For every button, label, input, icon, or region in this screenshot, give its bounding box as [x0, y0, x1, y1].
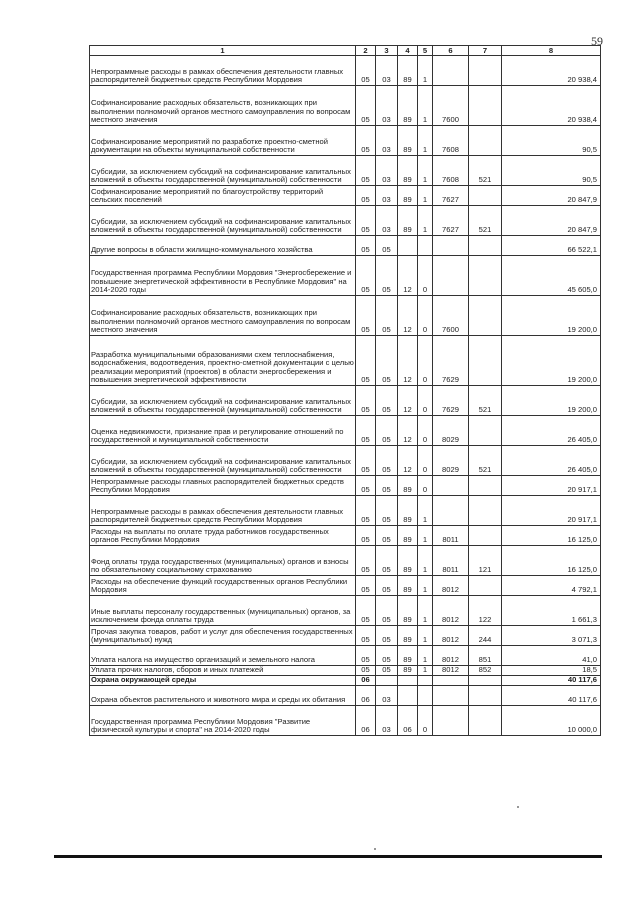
row-code	[418, 676, 433, 686]
scan-speck	[517, 806, 519, 808]
row-code: 7608	[433, 156, 469, 186]
row-code: 89	[398, 186, 418, 206]
row-description: Расходы на выплаты по оплате труда работников государственных органов Республики Мордовия	[90, 526, 356, 546]
row-description: Иные выплаты персоналу государственных (муниципальных) органов, за исключением фонда оплаты труда	[90, 596, 356, 626]
row-code	[398, 686, 418, 706]
row-code: 05	[356, 576, 376, 596]
row-code: 7627	[433, 206, 469, 236]
row-amount: 19 200,0	[502, 336, 601, 386]
row-code	[469, 496, 502, 526]
row-description: Прочая закупка товаров, работ и услуг для обеспечения государственных (муниципальных) нужд	[90, 626, 356, 646]
row-code: 244	[469, 626, 502, 646]
row-amount: 40 117,6	[502, 676, 601, 686]
row-code: 89	[398, 126, 418, 156]
table-row	[90, 646, 601, 666]
row-code	[469, 86, 502, 126]
row-amount: 16 125,0	[502, 526, 601, 546]
row-code: 1	[418, 546, 433, 576]
row-code: 89	[398, 206, 418, 236]
row-code: 89	[398, 496, 418, 526]
row-amount: 26 405,0	[502, 416, 601, 446]
row-code: 05	[356, 296, 376, 336]
row-code	[433, 686, 469, 706]
row-description: Субсидии, за исключением субсидий на софинансирование капитальных вложений в объекты государственной (муниципальной) собственности	[90, 446, 356, 476]
row-description: Оценка недвижимости, признание прав и регулирование отношений по государственной и муниципальной собственности	[90, 416, 356, 446]
row-code: 7627	[433, 186, 469, 206]
row-description: Охрана окружающей среды	[90, 676, 356, 686]
row-code: 89	[398, 546, 418, 576]
row-code: 03	[376, 206, 398, 236]
row-code: 521	[469, 206, 502, 236]
table-row	[90, 686, 601, 706]
row-code: 12	[398, 336, 418, 386]
row-code: 05	[356, 236, 376, 256]
table-row	[90, 676, 601, 686]
row-code	[469, 236, 502, 256]
row-description: Субсидии, за исключением субсидий на софинансирование капитальных вложений в объекты государственной (муниципальной) собственности	[90, 156, 356, 186]
row-code	[469, 476, 502, 496]
row-code: 06	[356, 686, 376, 706]
row-code: 8011	[433, 546, 469, 576]
row-code: 05	[356, 416, 376, 446]
row-amount: 41,0	[502, 646, 601, 666]
row-code	[469, 186, 502, 206]
row-code: 521	[469, 156, 502, 186]
row-code: 03	[376, 56, 398, 86]
row-amount: 20 917,1	[502, 476, 601, 496]
row-code	[433, 476, 469, 496]
table-row	[90, 496, 601, 526]
header-row	[90, 46, 601, 56]
table-body	[90, 56, 601, 736]
row-code: 7600	[433, 86, 469, 126]
table-row	[90, 666, 601, 676]
row-code: 0	[418, 416, 433, 446]
row-code: 05	[376, 626, 398, 646]
row-code: 0	[418, 706, 433, 736]
row-description: Непрограммные расходы в рамках обеспечения деятельности главных распорядителей бюджетных средств Республики Мордовия	[90, 496, 356, 526]
row-code: 06	[398, 706, 418, 736]
row-description: Другие вопросы в области жилищно-коммунального хозяйства	[90, 236, 356, 256]
row-code	[433, 236, 469, 256]
row-description: Софинансирование расходных обязательств, возникающих при выполнении полномочий органов местного самоуправления по вопросам местного значения	[90, 296, 356, 336]
row-code	[433, 56, 469, 86]
row-code: 05	[356, 126, 376, 156]
page-number: 59	[591, 34, 603, 48]
row-code: 89	[398, 56, 418, 86]
row-code: 1	[418, 646, 433, 666]
row-code: 121	[469, 546, 502, 576]
scan-speck	[374, 848, 376, 850]
row-code: 1	[418, 206, 433, 236]
table-row	[90, 476, 601, 496]
row-code: 7608	[433, 126, 469, 156]
row-code: 89	[398, 156, 418, 186]
table-row	[90, 706, 601, 736]
row-code: 03	[376, 686, 398, 706]
row-code: 521	[469, 446, 502, 476]
row-code: 0	[418, 296, 433, 336]
row-code: 12	[398, 416, 418, 446]
table-row	[90, 86, 601, 126]
header-cell: 2	[356, 46, 376, 56]
row-code	[433, 676, 469, 686]
row-code	[469, 686, 502, 706]
row-code: 8012	[433, 626, 469, 646]
header-cell: 1	[90, 46, 356, 56]
table-row	[90, 416, 601, 446]
row-code: 8029	[433, 416, 469, 446]
row-code: 05	[376, 296, 398, 336]
header-cell: 3	[376, 46, 398, 56]
budget-table	[89, 45, 601, 736]
row-description: Софинансирование мероприятий по благоустройству территорий сельских поселений	[90, 186, 356, 206]
row-amount: 19 200,0	[502, 386, 601, 416]
row-code	[376, 676, 398, 686]
row-description: Субсидии, за исключением субсидий на софинансирование капитальных вложений в объекты государственной (муниципальной) собственности	[90, 386, 356, 416]
row-description: Расходы на обеспечение функций государственных органов Республики Мордовия	[90, 576, 356, 596]
row-code: 89	[398, 646, 418, 666]
row-code: 05	[376, 496, 398, 526]
row-code: 05	[376, 546, 398, 576]
row-code: 1	[418, 86, 433, 126]
row-code: 05	[376, 336, 398, 386]
row-code: 7629	[433, 336, 469, 386]
table-row	[90, 596, 601, 626]
row-code: 05	[376, 526, 398, 546]
table-row	[90, 526, 601, 546]
table-row	[90, 156, 601, 186]
table-row	[90, 186, 601, 206]
table-row	[90, 256, 601, 296]
row-code: 05	[356, 526, 376, 546]
row-amount: 19 200,0	[502, 296, 601, 336]
row-code: 05	[376, 476, 398, 496]
row-description: Разработка муниципальными образованиями схем теплоснабжения, водоснабжения, водоотведения, проектно-сметной документации с целью реализации мероприятий (проектов) в области энергосбережения и повышения энергетической эффективности	[90, 336, 356, 386]
row-code	[398, 236, 418, 256]
row-code: 05	[356, 646, 376, 666]
row-code: 1	[418, 666, 433, 676]
header-cell: 7	[469, 46, 502, 56]
row-code: 1	[418, 596, 433, 626]
row-amount: 20 847,9	[502, 206, 601, 236]
row-code: 05	[376, 666, 398, 676]
row-code: 1	[418, 526, 433, 546]
row-code	[398, 676, 418, 686]
row-amount: 20 938,4	[502, 56, 601, 86]
row-code: 06	[356, 676, 376, 686]
row-description: Государственная программа Республики Мордовия "Развитие физической культуры и спорта" на 2014-2020 годы	[90, 706, 356, 736]
row-code: 05	[376, 386, 398, 416]
row-amount: 90,5	[502, 156, 601, 186]
row-code: 03	[376, 706, 398, 736]
row-code: 8029	[433, 446, 469, 476]
row-description: Фонд оплаты труда государственных (муниципальных) органов и взносы по обязательному социальному страхованию	[90, 546, 356, 576]
table-row	[90, 626, 601, 646]
row-code: 05	[376, 576, 398, 596]
row-code: 1	[418, 576, 433, 596]
row-code: 05	[356, 446, 376, 476]
row-code: 8012	[433, 576, 469, 596]
row-code: 1	[418, 496, 433, 526]
row-code: 8012	[433, 646, 469, 666]
row-code: 8012	[433, 596, 469, 626]
table-row	[90, 336, 601, 386]
row-code: 05	[356, 476, 376, 496]
row-code: 89	[398, 666, 418, 676]
row-code: 12	[398, 386, 418, 416]
row-code: 7629	[433, 386, 469, 416]
row-code: 12	[398, 446, 418, 476]
header-cell: 6	[433, 46, 469, 56]
row-amount: 66 522,1	[502, 236, 601, 256]
row-code: 0	[418, 386, 433, 416]
row-code	[469, 526, 502, 546]
row-code	[433, 706, 469, 736]
row-code: 05	[356, 56, 376, 86]
footer-divider	[54, 855, 602, 858]
row-code	[469, 576, 502, 596]
row-code: 8012	[433, 666, 469, 676]
row-code: 8011	[433, 526, 469, 546]
row-code: 89	[398, 626, 418, 646]
row-description: Непрограммные расходы главных распорядителей бюджетных средств Республики Мордовия	[90, 476, 356, 496]
row-code: 05	[376, 646, 398, 666]
row-code	[469, 56, 502, 86]
row-description: Софинансирование расходных обязательств, возникающих при выполнении полномочий органов местного самоуправления по вопросам местного значения	[90, 86, 356, 126]
row-code: 0	[418, 446, 433, 476]
row-amount: 16 125,0	[502, 546, 601, 576]
row-amount: 26 405,0	[502, 446, 601, 476]
row-amount: 45 605,0	[502, 256, 601, 296]
row-code: 05	[376, 236, 398, 256]
row-code: 05	[356, 206, 376, 236]
row-code: 05	[356, 256, 376, 296]
row-amount: 90,5	[502, 126, 601, 156]
row-code: 0	[418, 336, 433, 386]
row-code: 0	[418, 256, 433, 296]
row-code: 0	[418, 476, 433, 496]
row-code: 05	[356, 596, 376, 626]
row-code: 89	[398, 476, 418, 496]
row-description: Уплата налога на имущество организаций и земельного налога	[90, 646, 356, 666]
row-code: 05	[356, 186, 376, 206]
row-amount: 4 792,1	[502, 576, 601, 596]
row-code: 851	[469, 646, 502, 666]
row-amount: 3 071,3	[502, 626, 601, 646]
row-code: 05	[376, 416, 398, 446]
row-amount: 20 847,9	[502, 186, 601, 206]
row-code: 05	[376, 446, 398, 476]
table-row	[90, 236, 601, 256]
row-code: 05	[356, 666, 376, 676]
row-code: 852	[469, 666, 502, 676]
row-amount: 10 000,0	[502, 706, 601, 736]
row-code	[469, 256, 502, 296]
row-amount: 18,5	[502, 666, 601, 676]
row-code: 89	[398, 576, 418, 596]
row-amount: 20 917,1	[502, 496, 601, 526]
table-row	[90, 56, 601, 86]
row-code: 1	[418, 156, 433, 186]
row-description: Государственная программа Республики Мордовия "Энергосбережение и повышение энергетической эффективности в Республике Мордовия" на 2014-2020 годы	[90, 256, 356, 296]
row-code: 05	[356, 156, 376, 186]
table-row	[90, 126, 601, 156]
row-code: 05	[376, 256, 398, 296]
row-code	[469, 706, 502, 736]
row-code: 89	[398, 596, 418, 626]
row-code: 12	[398, 256, 418, 296]
row-code: 03	[376, 126, 398, 156]
row-code: 1	[418, 56, 433, 86]
row-code: 03	[376, 186, 398, 206]
row-code: 05	[356, 626, 376, 646]
row-code	[418, 236, 433, 256]
row-code	[469, 336, 502, 386]
row-code	[418, 686, 433, 706]
table-row	[90, 576, 601, 596]
row-code: 1	[418, 126, 433, 156]
row-code	[433, 496, 469, 526]
row-code	[469, 416, 502, 446]
table-row	[90, 446, 601, 476]
row-description: Непрограммные расходы в рамках обеспечения деятельности главных распорядителей бюджетных средств Республики Мордовия	[90, 56, 356, 86]
row-code	[469, 126, 502, 156]
table-row	[90, 546, 601, 576]
row-amount: 20 938,4	[502, 86, 601, 126]
row-code: 05	[356, 336, 376, 386]
row-description: Уплата прочих налогов, сборов и иных платежей	[90, 666, 356, 676]
row-code: 89	[398, 526, 418, 546]
row-amount: 1 661,3	[502, 596, 601, 626]
row-description: Охрана объектов растительного и животного мира и среды их обитания	[90, 686, 356, 706]
table-row	[90, 206, 601, 236]
row-code: 05	[356, 86, 376, 126]
row-description: Софинансирование мероприятий по разработке проектно-сметной документации на объекты муниципальной собственности	[90, 126, 356, 156]
row-code: 1	[418, 186, 433, 206]
row-code: 05	[356, 496, 376, 526]
row-code	[433, 256, 469, 296]
header-cell: 5	[418, 46, 433, 56]
row-code: 06	[356, 706, 376, 736]
row-description: Субсидии, за исключением субсидий на софинансирование капитальных вложений в объекты государственной (муниципальной) собственности	[90, 206, 356, 236]
table-row	[90, 296, 601, 336]
row-amount: 40 117,6	[502, 686, 601, 706]
row-code: 521	[469, 386, 502, 416]
row-code: 05	[356, 386, 376, 416]
row-code: 1	[418, 626, 433, 646]
header-cell: 4	[398, 46, 418, 56]
row-code: 89	[398, 86, 418, 126]
row-code: 05	[356, 546, 376, 576]
row-code: 7600	[433, 296, 469, 336]
header-cell: 8	[502, 46, 601, 56]
row-code: 03	[376, 86, 398, 126]
row-code: 12	[398, 296, 418, 336]
row-code: 05	[376, 596, 398, 626]
row-code	[469, 676, 502, 686]
table-row	[90, 386, 601, 416]
row-code: 122	[469, 596, 502, 626]
row-code: 03	[376, 156, 398, 186]
row-code	[469, 296, 502, 336]
